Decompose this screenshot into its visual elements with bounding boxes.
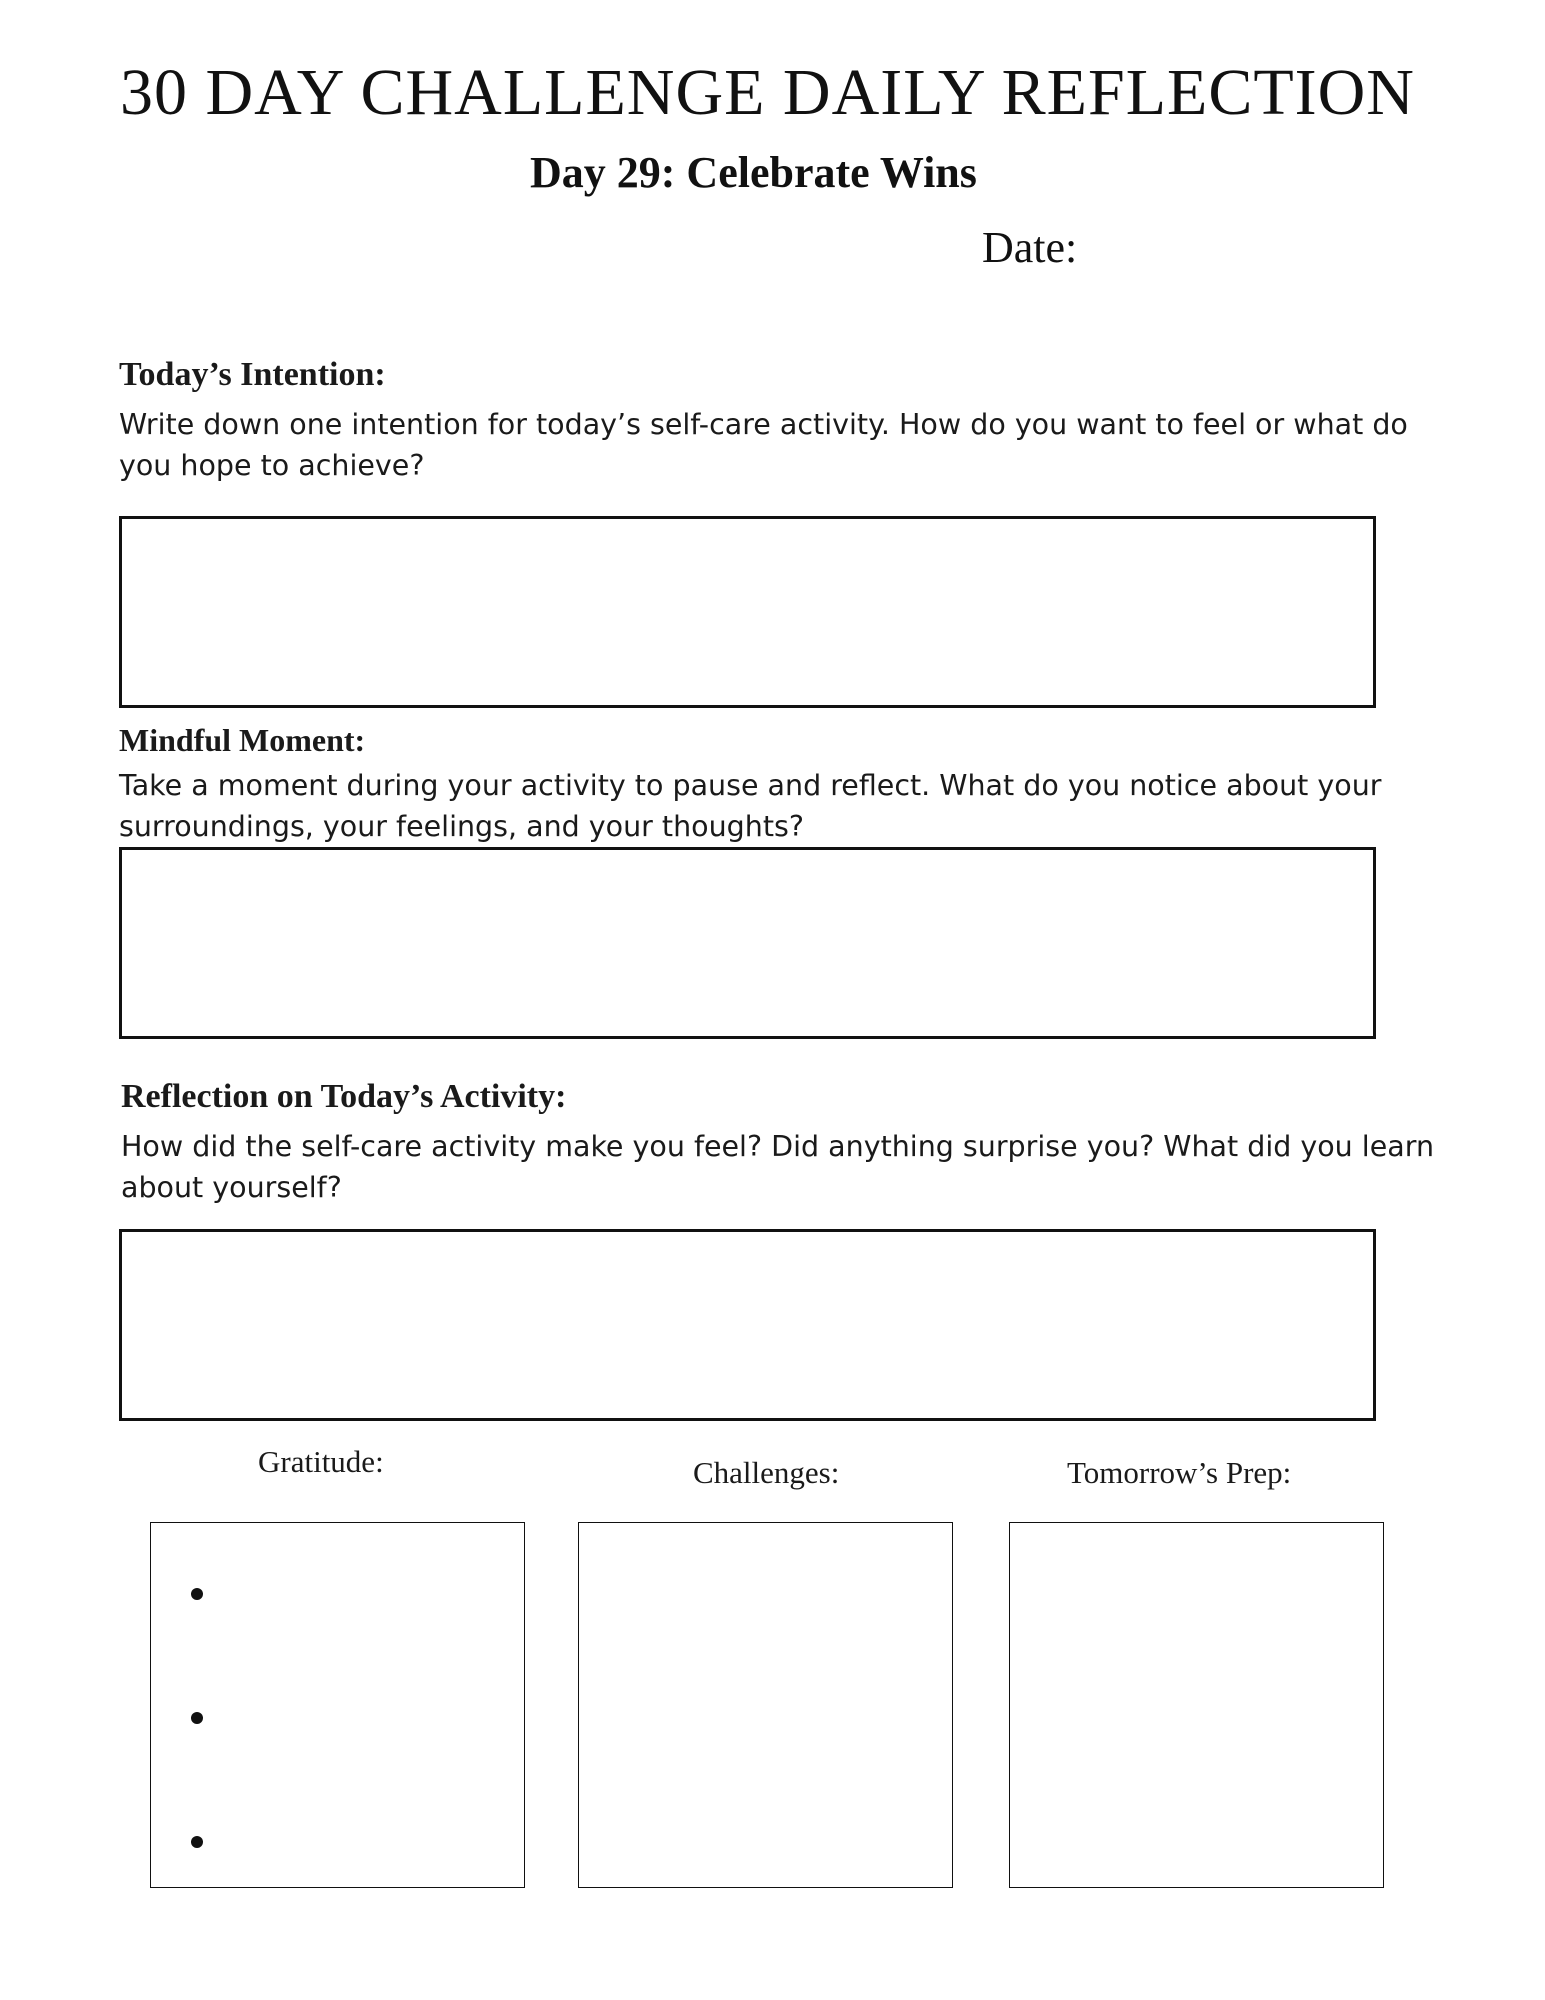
challenges-heading: Challenges:: [693, 1455, 840, 1490]
reflection-answer-box[interactable]: [119, 1229, 1376, 1421]
reflection-heading: Reflection on Today’s Activity:: [121, 1078, 567, 1115]
day-subtitle: Day 29: Celebrate Wins: [530, 148, 977, 197]
gratitude-box[interactable]: [150, 1522, 525, 1888]
page-title: 30 DAY CHALLENGE DAILY REFLECTION: [120, 56, 1415, 129]
intention-answer-box[interactable]: [119, 516, 1376, 708]
challenges-box[interactable]: [578, 1522, 953, 1888]
tomorrow-prep-heading: Tomorrow’s Prep:: [1067, 1455, 1292, 1490]
date-label: Date:: [982, 223, 1078, 272]
mindful-prompt: Take a moment during your activity to pause and reflect. What do you notice about your surroundings, your feelings, and your thoughts?: [119, 769, 1382, 843]
mindful-heading: Mindful Moment:: [119, 722, 366, 758]
mindful-answer-box[interactable]: [119, 847, 1376, 1039]
bullet-point: [191, 1712, 203, 1724]
gratitude-heading: Gratitude:: [258, 1444, 384, 1479]
bullet-point: [191, 1588, 203, 1600]
reflection-prompt: How did the self-care activity make you feel? Did anything surprise you? What did you learn about yourself?: [121, 1130, 1435, 1204]
intention-heading: Today’s Intention:: [119, 356, 386, 393]
intention-prompt: Write down one intention for today’s self-care activity. How do you want to feel or what do you hope to achieve?: [119, 408, 1408, 482]
tomorrow-prep-box[interactable]: [1009, 1522, 1384, 1888]
bullet-point: [191, 1836, 203, 1848]
